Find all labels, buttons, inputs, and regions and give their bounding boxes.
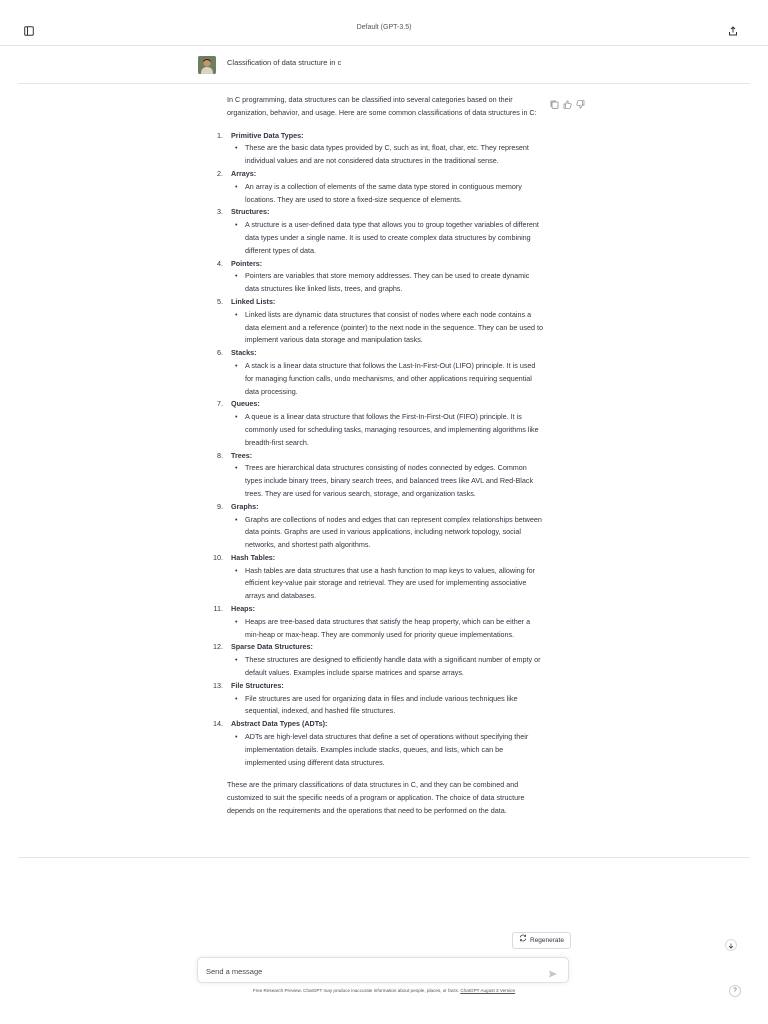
list-item-title: Sparse Data Structures: <box>231 642 313 652</box>
regenerate-icon <box>519 933 527 948</box>
list-number: 13. <box>213 680 223 690</box>
list-item-title: File Structures: <box>231 680 284 690</box>
user-message <box>18 46 750 84</box>
list-item-desc: • Pointers are variables that store memory addresses. They can be used to create dynamic data structures like linked lists, trees, and graphs. <box>241 270 545 296</box>
list-item-title: Queues: <box>231 399 260 409</box>
list-number: 2. <box>217 168 223 178</box>
send-icon[interactable] <box>548 966 558 976</box>
thumbs-up-icon[interactable] <box>563 96 572 105</box>
avatar <box>198 56 216 74</box>
list-item <box>213 552 545 603</box>
list-item-title: Primitive Data Types: <box>231 130 304 140</box>
list-item-title: Arrays: <box>231 168 257 178</box>
list-item-title: Structures: <box>231 207 270 217</box>
list-item-desc: • ADTs are high-level data structures that define a set of operations without specifying their implementation details. Examples include stacks, queues, and lists, which can be implemented using different data structures. <box>241 731 545 769</box>
list-item-desc: • Linked lists are dynamic data structures that consist of nodes where each node contains a data element and a reference (pointer) to the next node in the sequence. They can be used to implement various data storage and manipulation tasks. <box>241 309 545 347</box>
version-link[interactable]: ChatGPT August 3 Version <box>460 988 516 993</box>
list-item <box>213 603 545 641</box>
list-item-title: Stacks: <box>231 348 257 358</box>
message-actions <box>550 96 585 105</box>
list-item-desc: • These structures are designed to efficiently handle data with a significant number of empty or default values. Examples include sparse matrices and sparse arrays. <box>241 654 545 680</box>
list-item-desc: • A queue is a linear data structure that follows the First-In-First-Out (FIFO) principle. It is commonly used for scheduling tasks, managing resources, and implementing algorithms like breadth-first search. <box>241 411 545 449</box>
list-item-desc: • Hash tables are data structures that use a hash function to map keys to values, allowing for efficient key-value pair storage and retrieval. They are used for implementing associative arrays and databases. <box>241 565 545 603</box>
list-item-title: Graphs: <box>231 501 259 511</box>
list-item <box>217 296 545 347</box>
list-number: 6. <box>217 348 223 358</box>
list-number: 8. <box>217 450 223 460</box>
arrow-down-icon <box>728 936 734 954</box>
help-button[interactable]: ? <box>729 985 741 997</box>
user-message-text: Classification of data structure in c <box>227 58 342 67</box>
list-number: 9. <box>217 501 223 511</box>
list-item-desc: • A structure is a user-defined data type that allows you to group together variables of different data types under a single name. It is used to create complex data structures by combining different types of data. <box>241 219 545 257</box>
list-item <box>217 206 545 257</box>
list-number: 7. <box>217 399 223 409</box>
list-item-title: Pointers: <box>231 258 263 268</box>
list-item-desc: • File structures are used for organizing data in files and include various techniques like sequential, indexed, and hashed file structures. <box>241 693 545 719</box>
answer-closing: These are the primary classifications of data structures in C, and they can be combined and customized to suit the specific needs of a program or application. The choice of data structure depends on the requirements and the operations that need to be performed on the data. <box>227 780 525 816</box>
list-number: 1. <box>217 130 223 140</box>
list-number: 10. <box>213 552 223 562</box>
list-item-title: Heaps: <box>231 604 255 614</box>
list-item-title: Abstract Data Types (ADTs): <box>231 719 328 729</box>
list-number: 5. <box>217 296 223 306</box>
footer-text: Free Research Preview. ChatGPT may produce inaccurate information about people, places, or facts. <box>252 988 460 993</box>
regenerate-label: Regenerate <box>530 937 564 944</box>
list-item-desc: • Graphs are collections of nodes and edges that can represent complex relationships between data points. Graphs are used in various applications, including network topology, social networks, and shortest path algorithms. <box>241 514 545 552</box>
model-title: Default (GPT-3.5) <box>356 24 412 31</box>
thumbs-down-icon[interactable] <box>576 96 585 105</box>
list-item-title: Hash Tables: <box>231 552 276 562</box>
copy-icon[interactable] <box>550 96 559 105</box>
scroll-to-bottom-button[interactable] <box>725 939 737 951</box>
share-icon[interactable] <box>728 23 742 37</box>
regenerate-button[interactable] <box>512 932 571 949</box>
assistant-answer <box>213 94 545 818</box>
list-item <box>217 450 545 501</box>
list-item-title: Trees: <box>231 450 253 460</box>
list-item <box>217 168 545 206</box>
top-bar <box>0 0 768 46</box>
list-item-desc: • Trees are hierarchical data structures consisting of nodes connected by edges. Common types include binary trees, binary search trees, and balanced trees like AVL and Red-Black trees. They are used for various search, storage, and organization tasks. <box>241 462 545 500</box>
list-number: 4. <box>217 258 223 268</box>
list-item <box>217 398 545 449</box>
list-item <box>217 501 545 552</box>
list-item-desc: • These are the basic data types provided by C, such as int, float, char, etc. They represent individual values and are not considered data structures in the traditional sense. <box>241 142 545 168</box>
list-item-desc: • Heaps are tree-based data structures that satisfy the heap property, which can be either a min-heap or max-heap. They are commonly used for priority queue implementations. <box>241 616 545 642</box>
list-number: 12. <box>213 642 223 652</box>
list-number: 3. <box>217 207 223 217</box>
list-item-desc: • A stack is a linear data structure that follows the Last-In-First-Out (LIFO) principle. It is used for managing function calls, undo mechanisms, and other applications requiring sequential data processing. <box>241 360 545 398</box>
list-item-desc: • An array is a collection of elements of the same data type stored in contiguous memory locations. They are used to store a fixed-size sequence of elements. <box>241 181 545 207</box>
list-item <box>217 258 545 296</box>
list-item-title: Linked Lists: <box>231 296 276 306</box>
list-item <box>213 641 545 679</box>
assistant-message <box>18 84 750 858</box>
answer-intro: In C programming, data structures can be classified into several categories based on their organization, behavior, and usage. Here are some common classifications of data structures in C: <box>227 95 537 117</box>
list-number: 14. <box>213 719 223 729</box>
list-number: 11. <box>213 604 223 614</box>
list-item <box>217 130 545 168</box>
message-composer <box>197 957 569 983</box>
footer-disclaimer <box>0 988 768 993</box>
list-item <box>213 680 545 718</box>
classification-list <box>213 130 545 770</box>
list-item <box>213 718 545 769</box>
list-item <box>217 347 545 398</box>
message-input[interactable] <box>206 964 536 978</box>
